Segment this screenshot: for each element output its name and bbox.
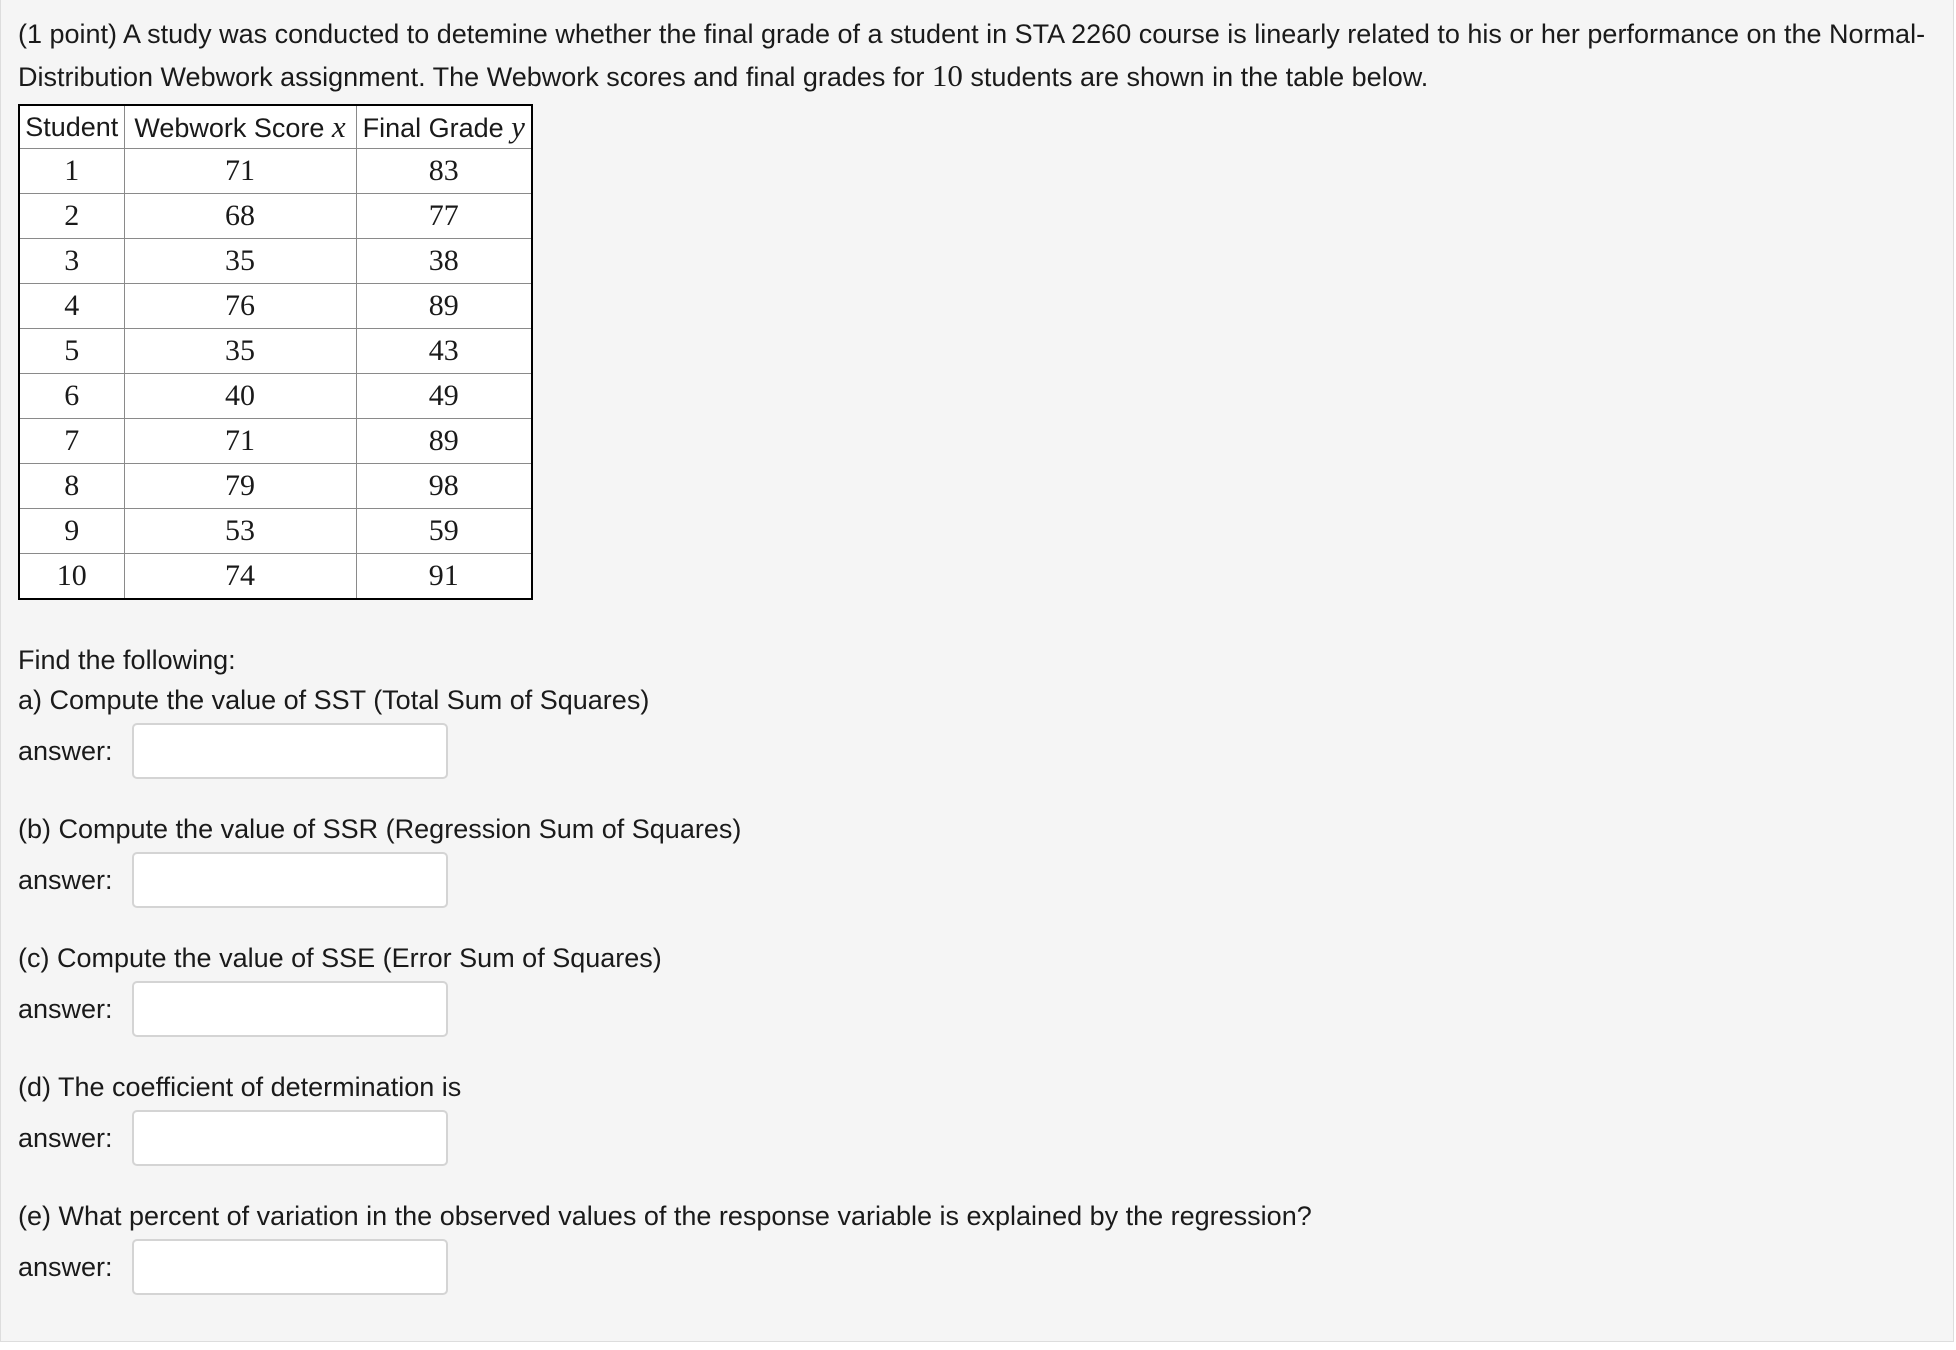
cell-final-grade: 89 — [356, 284, 532, 329]
table-row — [19, 464, 532, 509]
cell-final-grade: 77 — [356, 194, 532, 239]
problem-text-end: students are shown in the table below. — [962, 62, 1429, 92]
cell-final-grade: 49 — [356, 374, 532, 419]
cell-webwork-score: 53 — [124, 509, 356, 554]
question-a-text: a) Compute the value of SST (Total Sum of Squares) — [18, 685, 650, 715]
var-x: x — [331, 109, 346, 144]
cell-webwork-score: 71 — [124, 419, 356, 464]
find-following-label: Find the following: — [18, 645, 236, 675]
cell-webwork-score: 40 — [124, 374, 356, 419]
cell-student: 7 — [19, 419, 124, 464]
answer-row-e — [18, 1236, 1953, 1298]
table-row — [19, 149, 532, 194]
table-row — [19, 554, 532, 600]
cell-webwork-score: 71 — [124, 149, 356, 194]
cell-webwork-score: 74 — [124, 554, 356, 600]
answer-a-input[interactable] — [132, 723, 448, 779]
problem-statement — [18, 14, 1938, 98]
cell-final-grade: 59 — [356, 509, 532, 554]
table-row — [19, 374, 532, 419]
student-count: 10 — [931, 58, 963, 93]
var-y: y — [511, 109, 525, 144]
answer-label: answer: — [18, 1251, 113, 1282]
table-row — [19, 419, 532, 464]
scores-table — [18, 104, 533, 600]
answer-row-d — [18, 1107, 1953, 1169]
answer-row-a — [18, 720, 1953, 782]
cell-webwork-score: 76 — [124, 284, 356, 329]
cell-student: 8 — [19, 464, 124, 509]
problem-text-start: (1 point) A study was conducted to detemine whether the final grade of a student in STA 2260 course is linearly related to his or her performance on the Normal-Distribution Webwork assignment. The Webwork scores and final grades for — [18, 19, 1926, 92]
question-d-text: (d) The coefficient of determination is — [18, 1072, 462, 1102]
answer-b-input[interactable] — [132, 852, 448, 908]
cell-final-grade: 89 — [356, 419, 532, 464]
cell-webwork-score: 35 — [124, 239, 356, 284]
table-row — [19, 239, 532, 284]
cell-student: 9 — [19, 509, 124, 554]
cell-student: 4 — [19, 284, 124, 329]
header-final-grade: Final Grade y — [356, 105, 532, 149]
cell-final-grade: 98 — [356, 464, 532, 509]
answer-label: answer: — [18, 993, 113, 1024]
table-row — [19, 194, 532, 239]
table-row — [19, 509, 532, 554]
answer-c-input[interactable] — [132, 981, 448, 1037]
answer-row-b — [18, 849, 1953, 911]
cell-final-grade: 43 — [356, 329, 532, 374]
cell-webwork-score: 35 — [124, 329, 356, 374]
cell-webwork-score: 79 — [124, 464, 356, 509]
cell-student: 6 — [19, 374, 124, 419]
question-b-text: (b) Compute the value of SSR (Regression Sum of Squares) — [18, 814, 742, 844]
answer-label: answer: — [18, 1122, 113, 1153]
cell-final-grade: 83 — [356, 149, 532, 194]
answer-row-c — [18, 978, 1953, 1040]
cell-student: 1 — [19, 149, 124, 194]
cell-student: 10 — [19, 554, 124, 600]
cell-webwork-score: 68 — [124, 194, 356, 239]
cell-final-grade: 38 — [356, 239, 532, 284]
cell-student: 5 — [19, 329, 124, 374]
cell-student: 2 — [19, 194, 124, 239]
header-webwork-score: Webwork Score x — [124, 105, 356, 149]
answer-label: answer: — [18, 735, 113, 766]
cell-student: 3 — [19, 239, 124, 284]
table-row — [19, 329, 532, 374]
header-student: Student — [19, 105, 124, 149]
table-row — [19, 284, 532, 329]
question-c-text: (c) Compute the value of SSE (Error Sum of Squares) — [18, 943, 662, 973]
answer-e-input[interactable] — [132, 1239, 448, 1295]
question-e-text: (e) What percent of variation in the observed values of the response variable is explained by the regression? — [18, 1201, 1312, 1231]
cell-final-grade: 91 — [356, 554, 532, 600]
answer-d-input[interactable] — [132, 1110, 448, 1166]
answer-label: answer: — [18, 864, 113, 895]
table-header-row — [19, 105, 532, 149]
